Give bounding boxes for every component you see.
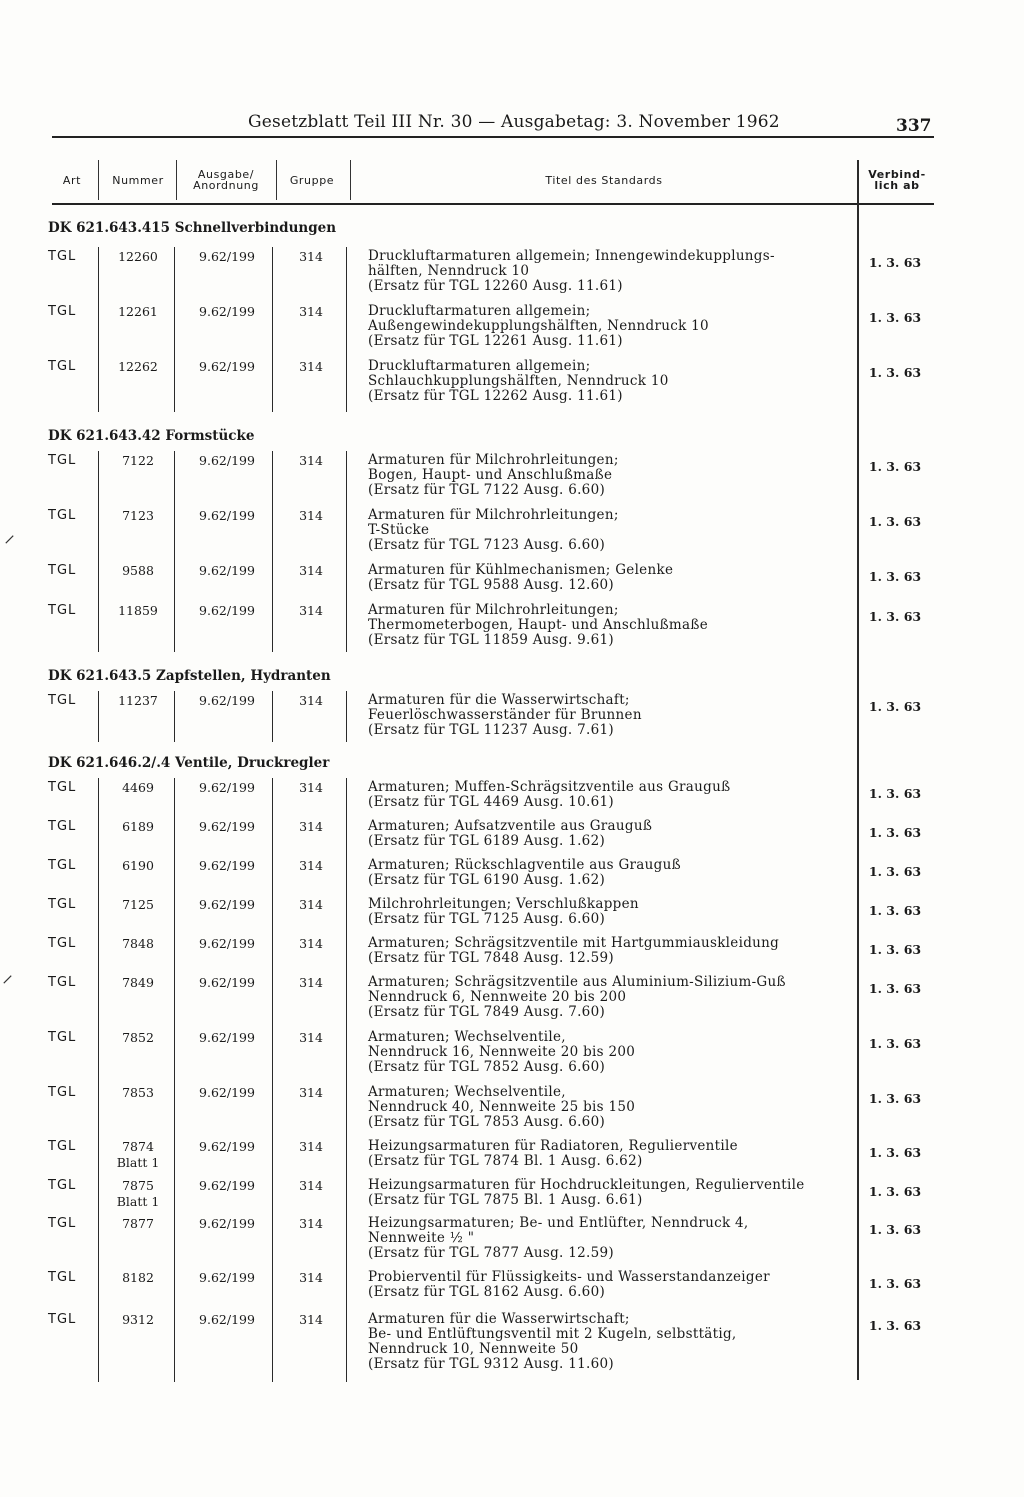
cell-ausgabe: 9.62/199 bbox=[199, 359, 255, 374]
cell-titel bbox=[368, 858, 846, 888]
cell-art: TGL bbox=[48, 936, 77, 951]
cell-gruppe: 314 bbox=[299, 936, 323, 951]
cell-titel bbox=[368, 1030, 846, 1075]
cell-ausgabe: 9.62/199 bbox=[199, 693, 255, 708]
cell-titel bbox=[368, 1216, 846, 1261]
cell-nummer-line: 7877 bbox=[122, 1216, 154, 1231]
cell-nummer bbox=[100, 453, 176, 469]
column-header-art bbox=[48, 160, 96, 200]
margin-tick-mark: ⸍ bbox=[4, 532, 16, 557]
cell-titel-line: (Ersatz für TGL 4469 Ausg. 10.61) bbox=[368, 794, 614, 810]
cell-verbind: 1. 3. 63 bbox=[868, 1222, 922, 1237]
cell-ausgabe: 9.62/199 bbox=[199, 897, 255, 912]
cell-titel-line: (Ersatz für TGL 7852 Ausg. 6.60) bbox=[368, 1059, 606, 1075]
cell-gruppe: 314 bbox=[299, 1030, 323, 1045]
cell-verbind: 1. 3. 63 bbox=[868, 699, 922, 714]
cell-titel bbox=[368, 453, 846, 498]
cell-ausgabe: 9.62/199 bbox=[199, 936, 255, 951]
cell-art: TGL bbox=[48, 563, 77, 578]
cell-titel-line: (Ersatz für TGL 7874 Bl. 1 Ausg. 6.62) bbox=[368, 1153, 643, 1169]
cell-verbind: 1. 3. 63 bbox=[868, 459, 922, 474]
section-heading: DK 621.643.5 Zapfstellen, Hydranten bbox=[48, 668, 331, 684]
cell-ausgabe: 9.62/199 bbox=[199, 1030, 255, 1045]
cell-nummer-line: 7122 bbox=[122, 453, 154, 468]
cell-nummer bbox=[100, 1085, 176, 1101]
column-divider bbox=[98, 160, 99, 200]
cell-gruppe: 314 bbox=[299, 249, 323, 264]
cell-nummer bbox=[100, 780, 176, 796]
cell-titel-line: Be- und Entlüftungsventil mit 2 Kugeln, selbsttätig, bbox=[368, 1326, 737, 1342]
cell-nummer-line: 7849 bbox=[122, 975, 154, 990]
cell-titel-line: (Ersatz für TGL 6190 Ausg. 1.62) bbox=[368, 872, 606, 888]
cell-nummer bbox=[100, 508, 176, 524]
cell-titel bbox=[368, 508, 846, 553]
cell-verbind: 1. 3. 63 bbox=[868, 310, 922, 325]
cell-titel-line: Heizungsarmaturen; Be- und Entlüfter, Nenndruck 4, bbox=[368, 1215, 749, 1231]
cell-gruppe: 314 bbox=[299, 975, 323, 990]
cell-nummer-line: 12261 bbox=[118, 304, 158, 319]
cell-titel bbox=[368, 897, 846, 927]
cell-verbind: 1. 3. 63 bbox=[868, 1318, 922, 1333]
cell-nummer-line: Blatt 1 bbox=[116, 1194, 160, 1209]
cell-titel-line: Bogen, Haupt- und Anschlußmaße bbox=[368, 467, 613, 483]
cell-titel-line: Heizungsarmaturen für Hochdruckleitungen, Regulierventile bbox=[368, 1177, 805, 1193]
cell-titel-line: (Ersatz für TGL 7123 Ausg. 6.60) bbox=[368, 537, 606, 553]
cell-titel-line: (Ersatz für TGL 12260 Ausg. 11.61) bbox=[368, 278, 623, 294]
cell-nummer-line: 7852 bbox=[122, 1030, 154, 1045]
cell-nummer bbox=[100, 304, 176, 320]
cell-gruppe: 314 bbox=[299, 603, 323, 618]
cell-titel bbox=[368, 359, 846, 404]
column-divider bbox=[276, 160, 277, 200]
cell-gruppe: 314 bbox=[299, 780, 323, 795]
cell-titel-line: Nenndruck 6, Nennweite 20 bis 200 bbox=[368, 989, 627, 1005]
cell-titel-line: Armaturen für Milchrohrleitungen; bbox=[368, 452, 619, 468]
cell-gruppe: 314 bbox=[299, 563, 323, 578]
cell-titel-line: Nenndruck 16, Nennweite 20 bis 200 bbox=[368, 1044, 636, 1060]
cell-ausgabe: 9.62/199 bbox=[199, 819, 255, 834]
cell-gruppe: 314 bbox=[299, 897, 323, 912]
cell-art: TGL bbox=[48, 249, 77, 264]
cell-gruppe: 314 bbox=[299, 858, 323, 873]
cell-titel-line: (Ersatz für TGL 7853 Ausg. 6.60) bbox=[368, 1114, 606, 1130]
column-divider bbox=[272, 247, 273, 412]
cell-titel-line: Armaturen für die Wasserwirtschaft; bbox=[368, 1311, 630, 1327]
cell-gruppe: 314 bbox=[299, 819, 323, 834]
cell-titel bbox=[368, 780, 846, 810]
column-header-gruppe bbox=[278, 160, 346, 200]
column-divider bbox=[174, 778, 175, 1382]
cell-titel-line: (Ersatz für TGL 12262 Ausg. 11.61) bbox=[368, 388, 623, 404]
cell-titel-line: Milchrohrleitungen; Verschlußkappen bbox=[368, 896, 639, 912]
cell-nummer-line: 7875 bbox=[122, 1178, 154, 1193]
section-heading: DK 621.643.415 Schnellverbindungen bbox=[48, 220, 337, 236]
column-divider-verbind bbox=[857, 160, 859, 1380]
cell-titel-line: hälften, Nenndruck 10 bbox=[368, 263, 530, 279]
cell-ausgabe: 9.62/199 bbox=[199, 249, 255, 264]
column-header-verbind bbox=[860, 160, 934, 200]
cell-titel bbox=[368, 603, 846, 648]
column-header-ausgabe-line2: Anordnung bbox=[193, 179, 259, 192]
cell-ausgabe: 9.62/199 bbox=[199, 1216, 255, 1231]
cell-titel bbox=[368, 563, 846, 593]
cell-art: TGL bbox=[48, 693, 77, 708]
header-bottom-rule bbox=[52, 203, 934, 205]
cell-nummer bbox=[100, 603, 176, 619]
cell-gruppe: 314 bbox=[299, 1270, 323, 1285]
cell-nummer bbox=[100, 897, 176, 913]
cell-art: TGL bbox=[48, 780, 77, 795]
cell-verbind: 1. 3. 63 bbox=[868, 1036, 922, 1051]
cell-art: TGL bbox=[48, 453, 77, 468]
cell-nummer-line: 9588 bbox=[122, 563, 154, 578]
cell-art: TGL bbox=[48, 1312, 77, 1327]
column-header-verbind-line1: Verbind- bbox=[868, 168, 926, 181]
cell-ausgabe: 9.62/199 bbox=[199, 780, 255, 795]
cell-titel bbox=[368, 936, 846, 966]
cell-nummer-line: 11237 bbox=[118, 693, 158, 708]
cell-titel bbox=[368, 975, 846, 1020]
cell-ausgabe: 9.62/199 bbox=[199, 858, 255, 873]
cell-verbind: 1. 3. 63 bbox=[868, 942, 922, 957]
cell-gruppe: 314 bbox=[299, 453, 323, 468]
cell-art: TGL bbox=[48, 897, 77, 912]
cell-verbind: 1. 3. 63 bbox=[868, 825, 922, 840]
cell-nummer bbox=[100, 1178, 176, 1210]
column-divider bbox=[346, 778, 347, 1382]
column-header-nummer bbox=[100, 160, 176, 200]
cell-ausgabe: 9.62/199 bbox=[199, 563, 255, 578]
cell-gruppe: 314 bbox=[299, 304, 323, 319]
section-heading: DK 621.646.2/.4 Ventile, Druckregler bbox=[48, 755, 330, 771]
cell-titel bbox=[368, 819, 846, 849]
cell-titel-line: Armaturen; Aufsatzventile aus Grauguß bbox=[368, 818, 653, 834]
cell-titel-line: Armaturen; Schrägsitzventile mit Hartgummiauskleidung bbox=[368, 935, 780, 951]
cell-nummer bbox=[100, 819, 176, 835]
column-header-nummer-label: Nummer bbox=[112, 173, 164, 187]
cell-titel-line: (Ersatz für TGL 11859 Ausg. 9.61) bbox=[368, 632, 614, 648]
cell-titel-line: Armaturen für Milchrohrleitungen; bbox=[368, 602, 619, 618]
cell-art: TGL bbox=[48, 819, 77, 834]
cell-nummer-line: 7123 bbox=[122, 508, 154, 523]
cell-nummer-line: Blatt 1 bbox=[116, 1155, 160, 1170]
cell-art: TGL bbox=[48, 304, 77, 319]
column-divider bbox=[346, 247, 347, 412]
cell-nummer-line: 4469 bbox=[122, 780, 154, 795]
cell-titel bbox=[368, 693, 846, 738]
column-divider bbox=[346, 451, 347, 652]
cell-titel-line: (Ersatz für TGL 7848 Ausg. 12.59) bbox=[368, 950, 614, 966]
column-header-art-label: Art bbox=[62, 173, 82, 187]
cell-nummer bbox=[100, 1270, 176, 1286]
cell-titel-line: Armaturen; Muffen-Schrägsitzventile aus Grauguß bbox=[368, 779, 731, 795]
cell-nummer bbox=[100, 1030, 176, 1046]
column-header-ausgabe-line1: Ausgabe/ bbox=[197, 168, 255, 181]
cell-ausgabe: 9.62/199 bbox=[199, 1270, 255, 1285]
cell-titel-line: Nenndruck 40, Nennweite 25 bis 150 bbox=[368, 1099, 636, 1115]
cell-nummer bbox=[100, 1139, 176, 1171]
cell-nummer-line: 6190 bbox=[122, 858, 154, 873]
cell-titel-line: (Ersatz für TGL 9312 Ausg. 11.60) bbox=[368, 1356, 614, 1372]
cell-art: TGL bbox=[48, 1178, 77, 1193]
cell-ausgabe: 9.62/199 bbox=[199, 508, 255, 523]
column-divider bbox=[98, 451, 99, 652]
cell-verbind: 1. 3. 63 bbox=[868, 365, 922, 380]
cell-art: TGL bbox=[48, 1030, 77, 1045]
cell-art: TGL bbox=[48, 858, 77, 873]
cell-ausgabe: 9.62/199 bbox=[199, 453, 255, 468]
cell-nummer bbox=[100, 1216, 176, 1232]
section-heading: DK 621.643.42 Formstücke bbox=[48, 428, 255, 444]
cell-nummer-line: 12260 bbox=[118, 249, 158, 264]
cell-ausgabe: 9.62/199 bbox=[199, 1178, 255, 1193]
cell-ausgabe: 9.62/199 bbox=[199, 1312, 255, 1327]
cell-nummer bbox=[100, 936, 176, 952]
column-divider bbox=[98, 778, 99, 1382]
cell-nummer bbox=[100, 693, 176, 709]
cell-verbind: 1. 3. 63 bbox=[868, 864, 922, 879]
column-divider bbox=[272, 778, 273, 1382]
cell-titel-line: Armaturen; Schrägsitzventile aus Aluminium-Silizium-Guß bbox=[368, 974, 786, 990]
cell-verbind: 1. 3. 63 bbox=[868, 786, 922, 801]
cell-titel bbox=[368, 1139, 846, 1169]
cell-nummer-line: 8182 bbox=[122, 1270, 154, 1285]
header-rule bbox=[52, 136, 934, 138]
cell-titel-line: Armaturen; Wechselventile, bbox=[368, 1084, 566, 1100]
column-divider bbox=[350, 160, 351, 200]
cell-ausgabe: 9.62/199 bbox=[199, 1085, 255, 1100]
column-divider bbox=[174, 691, 175, 742]
cell-verbind: 1. 3. 63 bbox=[868, 514, 922, 529]
cell-titel-line: Druckluftarmaturen allgemein; Innengewindekupplungs- bbox=[368, 248, 775, 264]
cell-verbind: 1. 3. 63 bbox=[868, 569, 922, 584]
cell-titel bbox=[368, 1312, 846, 1372]
column-divider bbox=[98, 247, 99, 412]
column-divider bbox=[272, 451, 273, 652]
cell-titel-line: Nennweite ½ " bbox=[368, 1230, 475, 1246]
cell-gruppe: 314 bbox=[299, 1312, 323, 1327]
cell-titel-line: Armaturen für die Wasserwirtschaft; bbox=[368, 692, 630, 708]
cell-verbind: 1. 3. 63 bbox=[868, 609, 922, 624]
cell-verbind: 1. 3. 63 bbox=[868, 1184, 922, 1199]
cell-titel-line: (Ersatz für TGL 7875 Bl. 1 Ausg. 6.61) bbox=[368, 1192, 643, 1208]
cell-titel-line: Armaturen; Wechselventile, bbox=[368, 1029, 566, 1045]
cell-titel-line: (Ersatz für TGL 7877 Ausg. 12.59) bbox=[368, 1245, 614, 1261]
cell-titel-line: (Ersatz für TGL 11237 Ausg. 7.61) bbox=[368, 722, 614, 738]
cell-titel-line: (Ersatz für TGL 7122 Ausg. 6.60) bbox=[368, 482, 606, 498]
cell-gruppe: 314 bbox=[299, 508, 323, 523]
cell-titel bbox=[368, 249, 846, 294]
cell-titel-line: (Ersatz für TGL 12261 Ausg. 11.61) bbox=[368, 333, 623, 349]
column-divider bbox=[174, 247, 175, 412]
cell-titel-line: Heizungsarmaturen für Radiatoren, Regulierventile bbox=[368, 1138, 738, 1154]
cell-gruppe: 314 bbox=[299, 1178, 323, 1193]
cell-ausgabe: 9.62/199 bbox=[199, 975, 255, 990]
cell-ausgabe: 9.62/199 bbox=[199, 1139, 255, 1154]
cell-nummer bbox=[100, 975, 176, 991]
cell-nummer-line: 9312 bbox=[122, 1312, 154, 1327]
cell-gruppe: 314 bbox=[299, 359, 323, 374]
cell-titel-line: Feuerlöschwasserständer für Brunnen bbox=[368, 707, 642, 723]
cell-titel-line: Thermometerbogen, Haupt- und Anschlußmaße bbox=[368, 617, 708, 633]
cell-titel bbox=[368, 1085, 846, 1130]
column-divider bbox=[272, 691, 273, 742]
cell-verbind: 1. 3. 63 bbox=[868, 1091, 922, 1106]
cell-titel-line: Armaturen für Milchrohrleitungen; bbox=[368, 507, 619, 523]
header-title: Gesetzblatt Teil III Nr. 30 — Ausgabetag: 3. November 1962 bbox=[248, 112, 780, 132]
cell-art: TGL bbox=[48, 975, 77, 990]
column-header-gruppe-label: Gruppe bbox=[289, 173, 335, 187]
cell-nummer bbox=[100, 249, 176, 265]
cell-titel-line: Druckluftarmaturen allgemein; bbox=[368, 358, 591, 374]
cell-titel-line: Druckluftarmaturen allgemein; bbox=[368, 303, 591, 319]
column-header-titel bbox=[352, 160, 856, 200]
cell-art: TGL bbox=[48, 1139, 77, 1154]
cell-titel-line: (Ersatz für TGL 7125 Ausg. 6.60) bbox=[368, 911, 606, 927]
column-header-ausgabe bbox=[178, 160, 274, 200]
cell-verbind: 1. 3. 63 bbox=[868, 981, 922, 996]
cell-art: TGL bbox=[48, 508, 77, 523]
cell-nummer-line: 12262 bbox=[118, 359, 158, 374]
cell-nummer-line: 7125 bbox=[122, 897, 154, 912]
column-divider bbox=[174, 451, 175, 652]
cell-nummer bbox=[100, 563, 176, 579]
cell-titel bbox=[368, 1270, 846, 1300]
column-divider bbox=[98, 691, 99, 742]
cell-titel bbox=[368, 304, 846, 349]
column-header-titel-label: Titel des Standards bbox=[545, 173, 663, 187]
cell-titel-line: (Ersatz für TGL 8162 Ausg. 6.60) bbox=[368, 1284, 606, 1300]
cell-art: TGL bbox=[48, 1270, 77, 1285]
column-divider bbox=[346, 691, 347, 742]
column-header-verbind-line2: lich ab bbox=[874, 179, 920, 192]
cell-art: TGL bbox=[48, 359, 77, 374]
cell-verbind: 1. 3. 63 bbox=[868, 1276, 922, 1291]
cell-art: TGL bbox=[48, 603, 77, 618]
cell-nummer-line: 11859 bbox=[118, 603, 158, 618]
cell-nummer-line: 7874 bbox=[122, 1139, 154, 1154]
cell-titel-line: Schlauchkupplungshälften, Nenndruck 10 bbox=[368, 373, 669, 389]
cell-gruppe: 314 bbox=[299, 693, 323, 708]
cell-titel-line: (Ersatz für TGL 9588 Ausg. 12.60) bbox=[368, 577, 614, 593]
cell-nummer bbox=[100, 359, 176, 375]
cell-nummer-line: 7853 bbox=[122, 1085, 154, 1100]
cell-nummer bbox=[100, 858, 176, 874]
cell-gruppe: 314 bbox=[299, 1216, 323, 1231]
cell-gruppe: 314 bbox=[299, 1085, 323, 1100]
page-number: 337 bbox=[896, 116, 932, 136]
cell-art: TGL bbox=[48, 1085, 77, 1100]
cell-ausgabe: 9.62/199 bbox=[199, 603, 255, 618]
cell-verbind: 1. 3. 63 bbox=[868, 903, 922, 918]
cell-gruppe: 314 bbox=[299, 1139, 323, 1154]
cell-titel bbox=[368, 1178, 846, 1208]
column-divider bbox=[176, 160, 177, 200]
margin-tick-mark: ⸍ bbox=[2, 972, 14, 997]
cell-titel-line: T-Stücke bbox=[368, 522, 430, 538]
cell-verbind: 1. 3. 63 bbox=[868, 1145, 922, 1160]
cell-titel-line: (Ersatz für TGL 6189 Ausg. 1.62) bbox=[368, 833, 606, 849]
cell-titel-line: Nenndruck 10, Nennweite 50 bbox=[368, 1341, 579, 1357]
cell-titel-line: Armaturen; Rückschlagventile aus Grauguß bbox=[368, 857, 681, 873]
cell-verbind: 1. 3. 63 bbox=[868, 255, 922, 270]
page-header bbox=[0, 0, 1024, 140]
cell-nummer bbox=[100, 1312, 176, 1328]
cell-ausgabe: 9.62/199 bbox=[199, 304, 255, 319]
cell-nummer-line: 7848 bbox=[122, 936, 154, 951]
cell-titel-line: (Ersatz für TGL 7849 Ausg. 7.60) bbox=[368, 1004, 606, 1020]
cell-titel-line: Außengewindekupplungshälften, Nenndruck 10 bbox=[368, 318, 709, 334]
cell-art: TGL bbox=[48, 1216, 77, 1231]
cell-nummer-line: 6189 bbox=[122, 819, 154, 834]
cell-titel-line: Probierventil für Flüssigkeits- und Wasserstandanzeiger bbox=[368, 1269, 770, 1285]
cell-titel-line: Armaturen für Kühlmechanismen; Gelenke bbox=[368, 562, 674, 578]
